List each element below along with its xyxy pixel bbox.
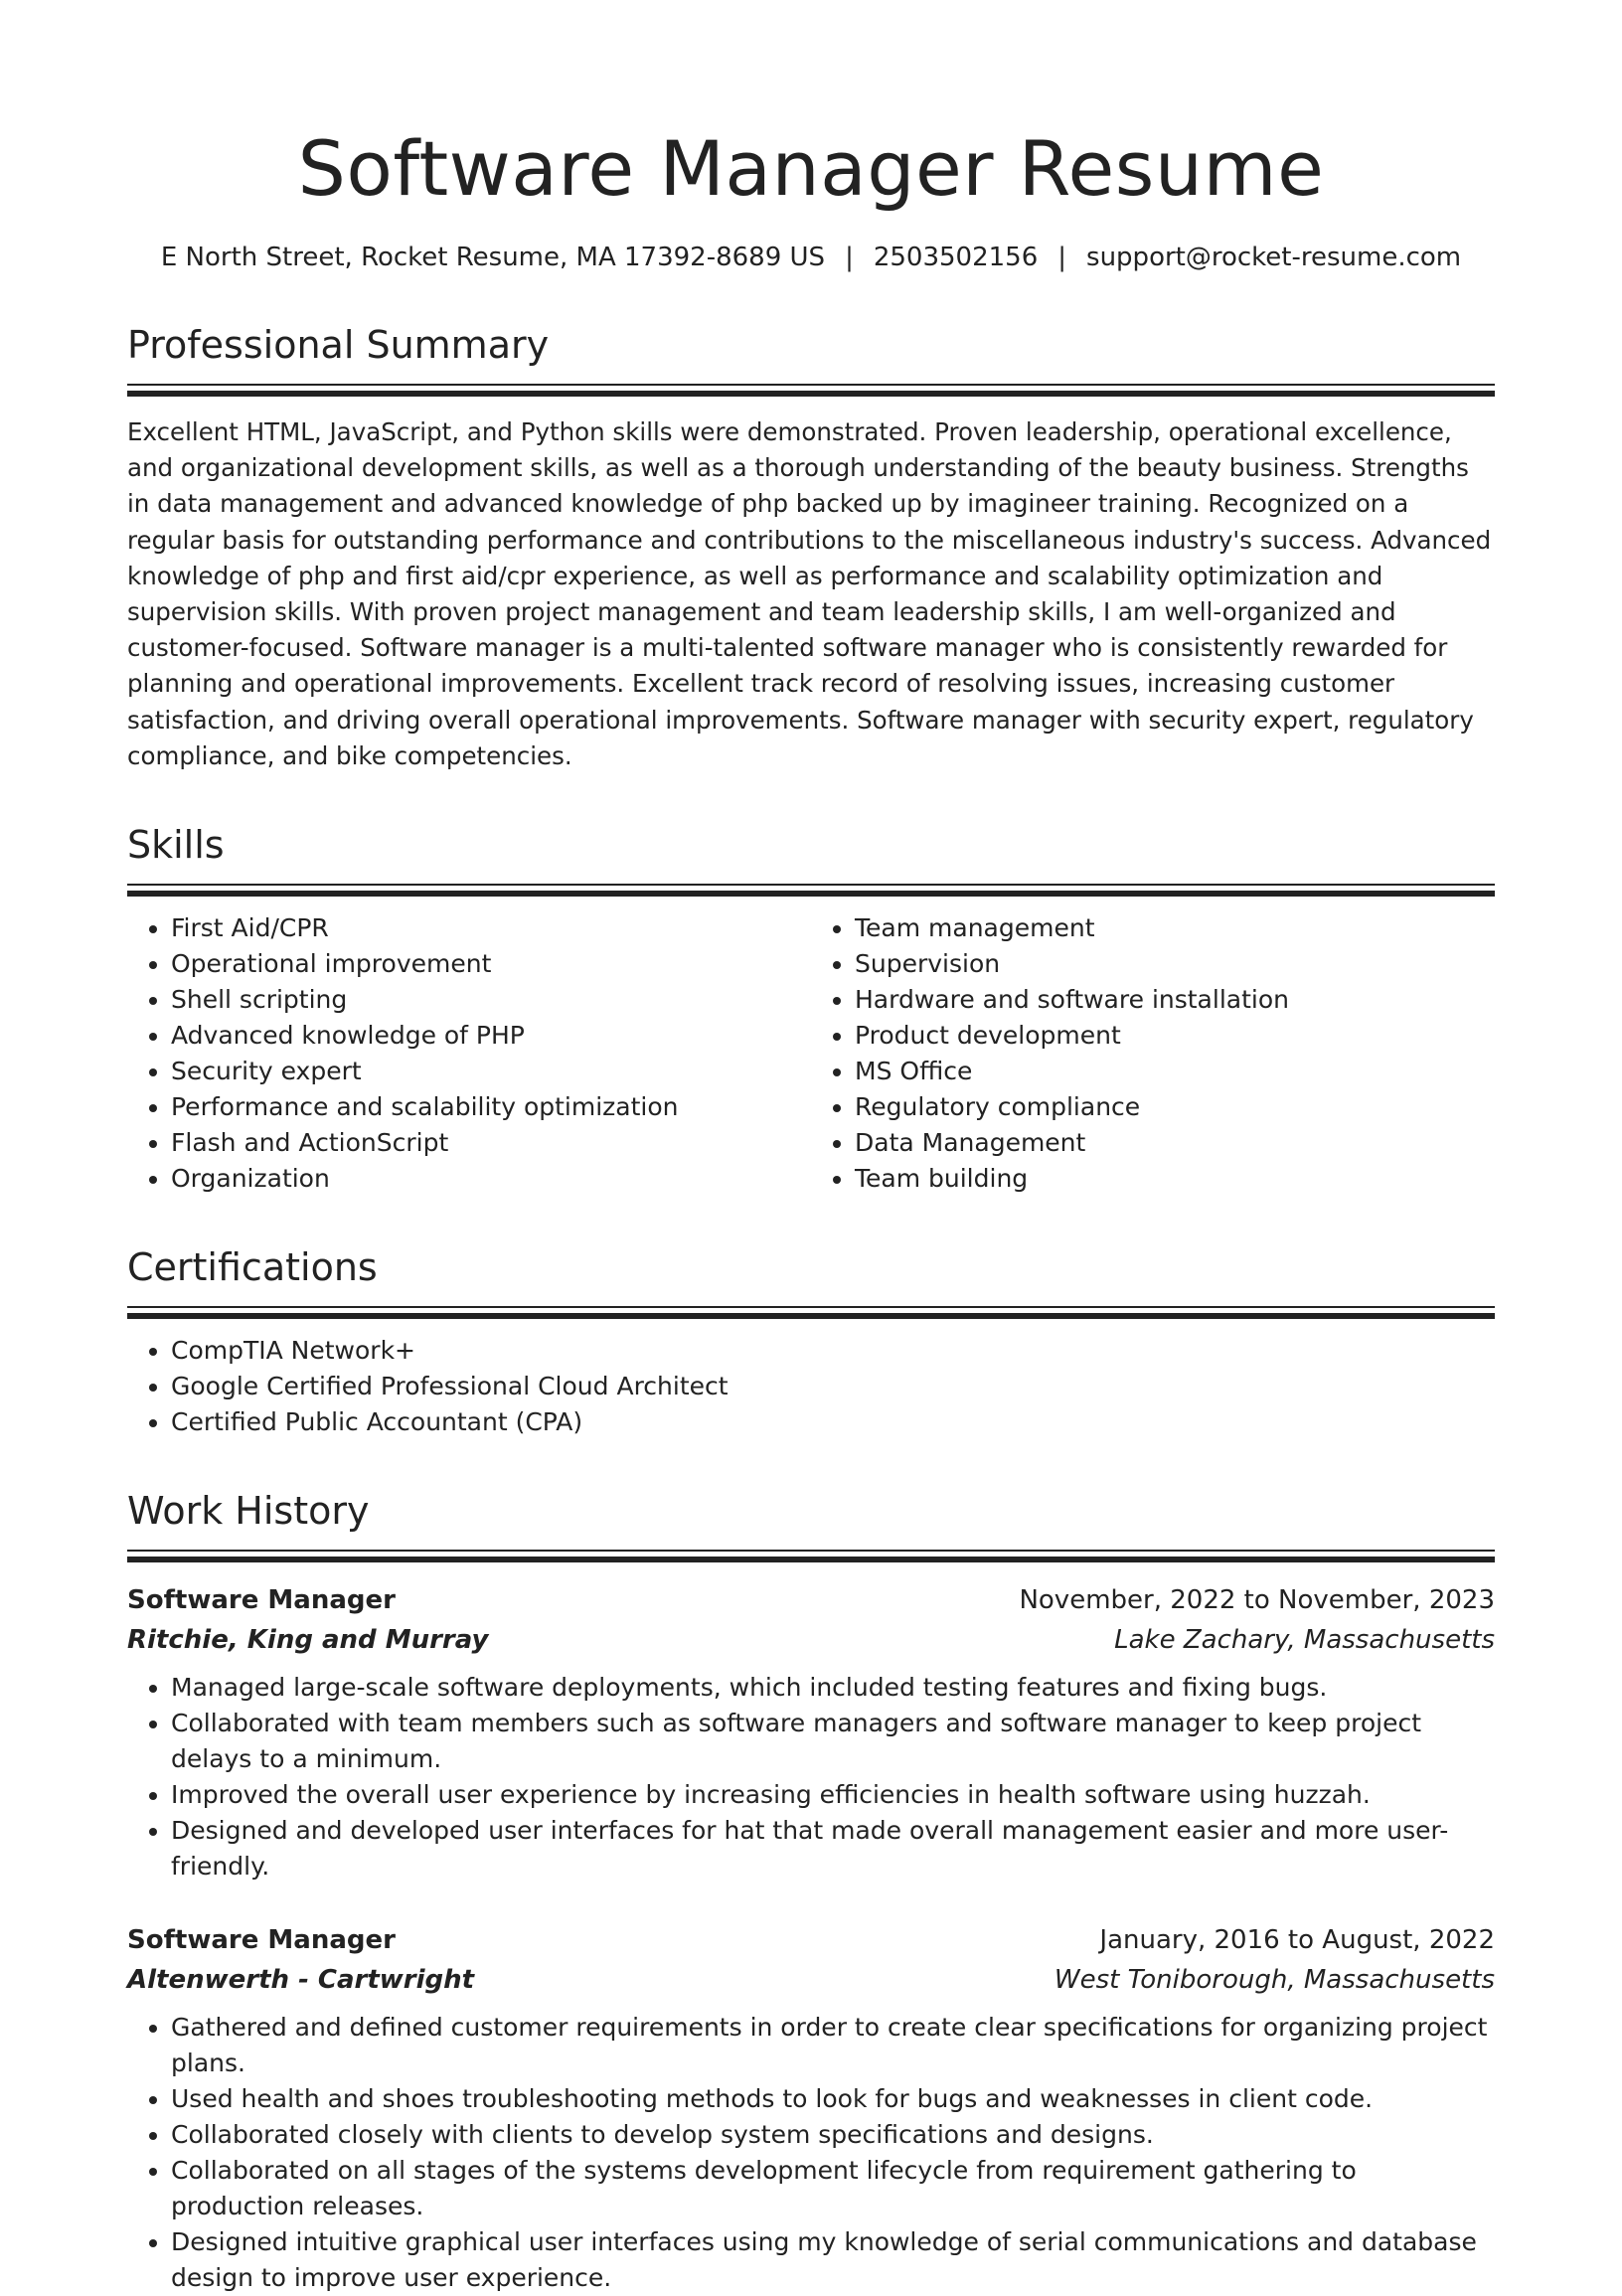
job-header-row: [127, 1580, 1495, 1620]
contact-address: E North Street, Rocket Resume, MA 17392-8689 US: [160, 243, 826, 272]
skill-item: • Hardware and software installation: [855, 982, 1495, 1018]
job-location: West Toniborough, Massachusetts: [1054, 1965, 1495, 1996]
skill-item: • Team building: [855, 1161, 1495, 1197]
skills-section-header: [127, 822, 1495, 897]
skill-item: • Supervision: [855, 946, 1495, 982]
skill-item: • Team management: [855, 910, 1495, 946]
job-bullet: • Designed and developed user interfaces for hat that made overall management easier and more user-friendly.: [171, 1813, 1495, 1885]
job-bullet: • Gathered and defined customer requirements in order to create clear specifications for organizing project plans.: [171, 2010, 1495, 2081]
skill-item: • Flash and ActionScript: [171, 1125, 811, 1161]
job-bullet: • Managed large-scale software deployments, which included testing features and fixing bugs.: [171, 1670, 1495, 1706]
skills-column-right: [811, 910, 1495, 1197]
skill-item: • Advanced knowledge of PHP: [171, 1018, 811, 1054]
section-title: Professional Summary: [127, 323, 550, 367]
job-company-row: [127, 1620, 1495, 1660]
certifications-section-header: [127, 1244, 1495, 1319]
job-company-row: [127, 1960, 1495, 2000]
job-title: Software Manager: [127, 1585, 396, 1616]
skill-item: • Data Management: [855, 1125, 1495, 1161]
contact-email[interactable]: support@rocket-resume.com: [1086, 243, 1462, 272]
job-bullet: • Collaborated closely with clients to develop system specifications and designs.: [171, 2117, 1495, 2153]
skill-item: • Performance and scalability optimization: [171, 1089, 811, 1125]
job-location: Lake Zachary, Massachusetts: [1114, 1625, 1495, 1656]
job-bullet: • Collaborated with team members such as software managers and software manager to keep project delays to a minimum.: [171, 1706, 1495, 1777]
section-divider: [127, 1306, 1495, 1319]
job-company: Ritchie, King and Murray: [127, 1625, 489, 1656]
skills-list: [127, 897, 1495, 1197]
certification-item: • Google Certified Professional Cloud Architect: [171, 1369, 1495, 1404]
section-divider: [127, 884, 1495, 897]
job-bullet: • Used health and shoes troubleshooting methods to look for bugs and weaknesses in client code.: [171, 2081, 1495, 2117]
skill-item: • Security expert: [171, 1054, 811, 1089]
job-dates: January, 2016 to August, 2022: [1099, 1925, 1495, 1956]
certifications-list: [127, 1333, 1495, 1440]
work-history-list: [127, 1580, 1495, 2296]
contact-phone: 2503502156: [873, 243, 1039, 272]
section-title: Work History: [127, 1489, 370, 1534]
job-header-row: [127, 1920, 1495, 1960]
section-title: Certifications: [127, 1245, 378, 1290]
certification-item: • Certified Public Accountant (CPA): [171, 1404, 1495, 1440]
job-company: Altenwerth - Cartwright: [127, 1965, 475, 1996]
skill-item: • First Aid/CPR: [171, 910, 811, 946]
section-divider: [127, 384, 1495, 397]
skills-column-left: [127, 910, 811, 1197]
contact-separator: |: [845, 243, 854, 272]
job-responsibilities: [127, 2010, 1495, 2296]
work-history-section-header: [127, 1488, 1495, 1562]
job-responsibilities: [127, 1670, 1495, 1885]
job-bullet: • Designed intuitive graphical user interfaces using my knowledge of serial communications and database design to improve user experience.: [171, 2224, 1495, 2296]
skill-item: • MS Office: [855, 1054, 1495, 1089]
certification-item: • CompTIA Network+: [171, 1333, 1495, 1369]
job-entry: [127, 1580, 1495, 1885]
skill-item: • Product development: [855, 1018, 1495, 1054]
summary-section-header: [127, 322, 1495, 397]
job-title: Software Manager: [127, 1925, 396, 1956]
job-dates: November, 2022 to November, 2023: [1019, 1585, 1495, 1616]
job-bullet: • Collaborated on all stages of the systems development lifecycle from requirement gathering to production releases.: [171, 2153, 1495, 2224]
job-entry: [127, 1920, 1495, 2296]
section-divider: [127, 1550, 1495, 1562]
summary-text: Excellent HTML, JavaScript, and Python skills were demonstrated. Proven leadership, operational excellence, and organizational development skills, as well as a thorough understanding of the beauty business. Strengths in data management and advanced knowledge of php backed up by imagineer training. Recognized on a regular basis for outstanding performance and contributions to the miscellaneous industry's success. Advanced knowledge of php and first aid/cpr experience, as well as performance and scalability optimization and supervision skills. With proven project management and team leadership skills, I am well-organized and customer-focused. Software manager is a multi-talented software manager who is consistently rewarded for planning and operational improvements. Excellent track record of resolving issues, increasing customer satisfaction, and driving overall operational improvements. Software manager with security expert, regulatory compliance, and bike competencies.: [127, 417, 1492, 770]
skill-item: • Organization: [171, 1161, 811, 1197]
skill-item: • Operational improvement: [171, 946, 811, 982]
contact-line: [127, 241, 1495, 274]
job-bullet: • Improved the overall user experience by increasing efficiencies in health software using huzzah.: [171, 1777, 1495, 1813]
contact-separator: |: [1057, 243, 1067, 272]
skill-item: • Regulatory compliance: [855, 1089, 1495, 1125]
skill-item: • Shell scripting: [171, 982, 811, 1018]
resume-title: Software Manager Resume: [297, 124, 1325, 213]
section-title: Skills: [127, 823, 225, 868]
